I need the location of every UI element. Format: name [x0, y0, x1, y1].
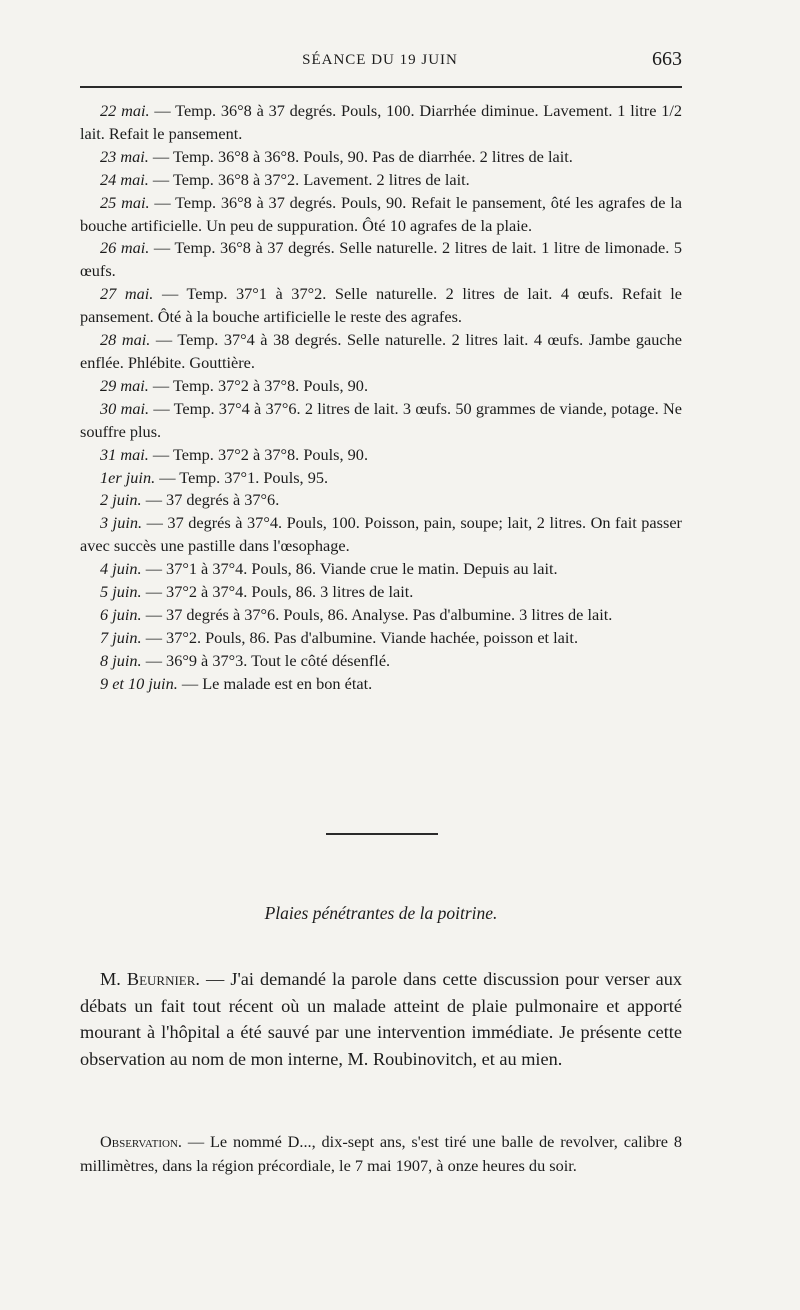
entry-text: — Temp. 36°8 à 36°8. Pouls, 90. Pas de diarrhée. 2 litres de lait.	[148, 146, 573, 166]
entry-text: — Temp. 36°8 à 37°2. Lavement. 2 litres de lait.	[148, 169, 470, 189]
entry-date: 23 mai.	[100, 146, 149, 166]
entry-text: — Temp. 37°2 à 37°8. Pouls, 90.	[148, 375, 369, 395]
entry-text: — 37°1 à 37°4. Pouls, 86. Viande crue le matin. Depuis au lait.	[141, 559, 558, 579]
running-head: SÉANCE DU 19 JUIN	[302, 52, 458, 68]
journal-entry	[80, 398, 682, 444]
journal-entry	[80, 650, 682, 673]
entry-date: 30 mai.	[100, 398, 150, 418]
entry-text: — Temp. 36°8 à 37 degrés. Pouls, 100. Diarrhée diminue. Lavement. 1 litre 1/2 lait. Refait le pansement.	[80, 101, 683, 143]
entry-text: — Temp. 36°8 à 37 degrés. Pouls, 90. Refait le pansement, ôté les agrafes de la bouche artificielle. Un peu de suppuration. Ôté 10 agrafes de la plaie.	[80, 192, 682, 235]
entry-date: 27 mai.	[100, 284, 154, 304]
entry-text: — 37 degrés à 37°6. Pouls, 86. Analyse. Pas d'albumine. 3 litres de lait.	[141, 604, 613, 624]
page-header	[80, 48, 680, 78]
section-separator	[326, 833, 438, 835]
observation-text: — Le nommé D..., dix-sept ans, s'est tiré une balle de revolver, calibre 8 millimètres, dans la région précordiale, le 7 mai 1907, à onze heures du soir.	[80, 1132, 682, 1175]
journal-entry	[80, 192, 682, 238]
entry-date: 29 mai.	[100, 375, 149, 395]
observation-paragraph	[80, 1130, 682, 1178]
entry-date: 4 juin.	[100, 559, 142, 579]
entry-date: 6 juin.	[100, 604, 142, 624]
entry-date: 3 juin.	[100, 513, 143, 533]
entry-text: — 37 degrés à 37°4. Pouls, 100. Poisson, pain, soupe; lait, 2 litres. On fait passer avec succès une pastille dans l'œsophage.	[80, 513, 682, 556]
journal-entry	[80, 467, 682, 490]
observation-label: Observation.	[100, 1132, 182, 1151]
entry-text: — Temp. 37°1. Pouls, 95.	[155, 467, 329, 487]
journal-entry	[80, 489, 682, 512]
entry-text: — Temp. 37°2 à 37°8. Pouls, 90.	[148, 444, 369, 464]
journal-entry	[80, 673, 682, 696]
clinical-journal	[80, 100, 682, 696]
header-rule	[80, 86, 682, 88]
entry-date: 2 juin.	[100, 490, 142, 510]
entry-text: — 37 degrés à 37°6.	[141, 490, 280, 510]
journal-entry	[80, 283, 682, 329]
journal-entry	[80, 329, 682, 375]
entry-date: 7 juin.	[100, 627, 142, 647]
entry-date: 24 mai.	[100, 169, 149, 189]
entry-text: — Temp. 37°4 à 38 degrés. Selle naturelle. 2 litres lait. 4 œufs. Jambe gauche enflée. Phlébite. Gouttière.	[80, 330, 682, 372]
entry-text: — Temp. 37°4 à 37°6. 2 litres de lait. 3 œufs. 50 grammes de viande, potage. Ne souffre plus.	[80, 398, 682, 441]
entry-text: — Temp. 36°8 à 37 degrés. Selle naturelle. 2 litres de lait. 1 litre de limonade. 5 œufs.	[80, 238, 683, 281]
entry-text: — Le malade est en bon état.	[177, 673, 373, 693]
entry-text: — 37°2. Pouls, 86. Pas d'albumine. Viande hachée, poisson et lait.	[141, 627, 579, 647]
entry-text: — 36°9 à 37°3. Tout le côté désenflé.	[141, 650, 391, 670]
journal-entry	[80, 512, 682, 558]
journal-entry	[80, 627, 682, 650]
journal-entry	[80, 444, 682, 467]
entry-date: 5 juin.	[100, 582, 142, 602]
journal-entry	[80, 237, 682, 283]
entry-date: 9 et 10 juin.	[100, 673, 178, 693]
entry-date: 1er juin.	[100, 467, 156, 487]
entry-date: 22 mai.	[100, 101, 150, 120]
journal-entry	[80, 581, 682, 604]
speech-paragraph	[80, 966, 682, 1072]
speech-text: — J'ai demandé la parole dans cette discussion pour verser aux débats un fait tout récent où un malade atteint de plaie pulmonaire et apporté mourant à l'hôpital a été sauvé par une intervention immédiate. Je présente cette observation au nom de mon interne, M. Roubinovitch, et au mien.	[80, 969, 682, 1069]
entry-date: 8 juin.	[100, 650, 142, 670]
entry-date: 31 mai.	[100, 444, 149, 464]
entry-date: 25 mai.	[100, 192, 150, 212]
journal-entry	[80, 100, 682, 146]
entry-date: 26 mai.	[100, 238, 150, 258]
section-title: Plaies pénétrantes de la poitrine.	[264, 903, 498, 923]
journal-entry	[80, 558, 682, 581]
entry-date: 28 mai.	[100, 330, 151, 350]
page-number: 663	[652, 48, 682, 70]
entry-text: — Temp. 37°1 à 37°2. Selle naturelle. 2 litres de lait. 4 œufs. Refait le pansement. Ôté à la bouche artificielle le reste des agrafes.	[80, 284, 682, 327]
journal-entry	[80, 375, 682, 398]
journal-entry	[80, 169, 682, 192]
journal-entry	[80, 146, 682, 169]
speaker-name: M. Beurnier.	[100, 969, 200, 989]
journal-entry	[80, 604, 682, 627]
entry-text: — 37°2 à 37°4. Pouls, 86. 3 litres de lait.	[141, 582, 414, 602]
